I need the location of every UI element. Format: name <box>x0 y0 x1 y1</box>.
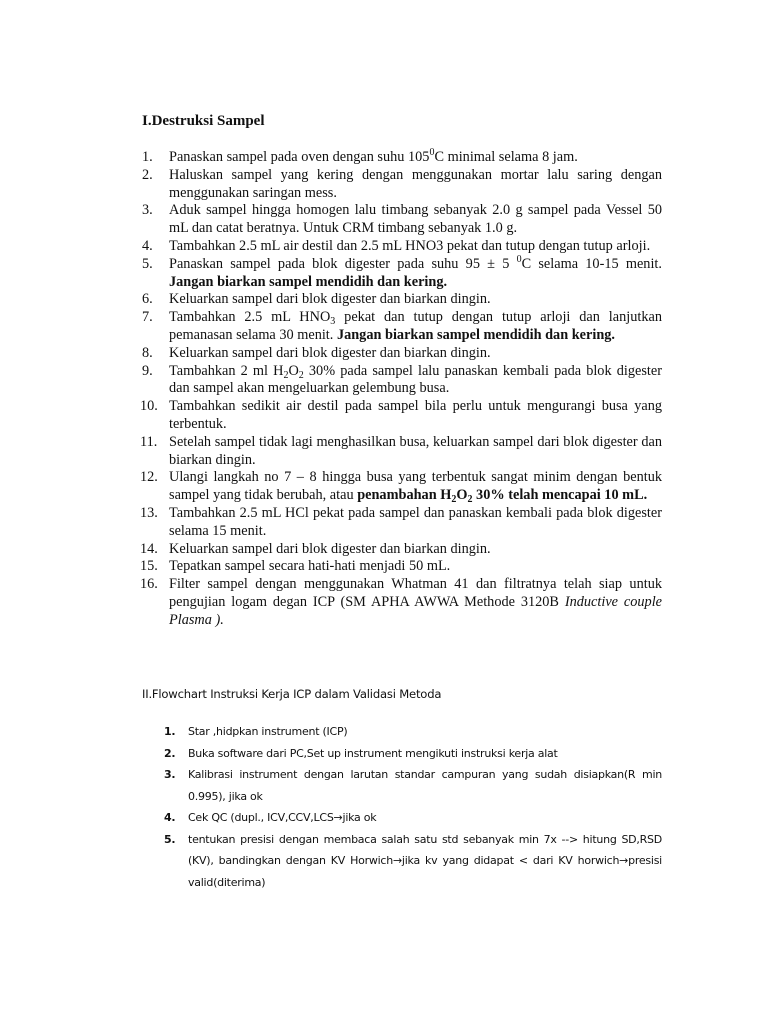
step-number: 2. <box>164 746 176 760</box>
step-number: 3. <box>164 768 176 781</box>
step-number: 5. <box>164 832 176 846</box>
step-number: 4. <box>164 811 176 824</box>
step-text: Inductive couple Plasma ). <box>169 593 663 628</box>
step-number: 11. <box>140 433 158 450</box>
step-text: 2 <box>298 369 304 381</box>
step-text: Tepatkan sampel secara hati-hati menjadi 50 mL. <box>169 558 451 575</box>
step-number: 6. <box>142 291 153 308</box>
step-text: 2 <box>283 369 289 381</box>
step-text: 0 <box>429 147 435 158</box>
flowchart-step <box>164 829 662 894</box>
destruksi-step <box>142 167 662 203</box>
step-number: 9. <box>142 362 153 379</box>
flowchart-step <box>164 743 662 765</box>
step-text: Tambahkan 2.5 mL air destil dan 2.5 mL HNO3 pekat dan tutup dengan tutup arloji. <box>169 237 651 254</box>
step-text: Filter sampel dengan menggunakan Whatman 41 dan filtratnya telah siap untuk pengujian logam degan ICP (SM APHA AWWA Methode 3120B <box>169 576 662 610</box>
step-number: 13. <box>140 504 158 521</box>
step-text: 2 <box>451 494 457 506</box>
step-text: Tambahkan 2.5 mL HNO <box>169 309 331 326</box>
step-text: tentukan presisi dengan membaca salah satu std sebanyak min 7x --> hitung SD,RSD (KV), bandingkan dengan KV Horwich→jika kv yang didapat < dari KV horwich→presisi valid(diterima) <box>188 832 662 889</box>
step-text: Tambahkan 2 ml H <box>169 362 284 379</box>
step-text: 3 <box>330 316 336 328</box>
section-1-title: I.Destruksi Sampel <box>142 113 265 129</box>
step-number: 3. <box>142 202 153 219</box>
step-text: Jangan biarkan sampel mendidih dan kering. <box>169 273 448 290</box>
step-number: 10. <box>140 398 158 415</box>
step-text: Panaskan sampel pada blok digester pada suhu 95 ± 5 <box>169 255 517 272</box>
section-2-title: II.Flowchart Instruksi Kerja ICP dalam Validasi Metoda <box>142 687 442 701</box>
step-text: C selama 10-15 menit. <box>521 255 662 272</box>
destruksi-step <box>142 576 662 629</box>
step-text: Buka software dari PC,Set up instrument mengikuti instruksi kerja alat <box>188 746 558 760</box>
step-text: Panaskan sampel pada oven dengan suhu 105 <box>169 149 430 165</box>
step-text: O <box>456 487 468 504</box>
step-number: 16. <box>140 576 158 593</box>
destruksi-step <box>142 202 662 238</box>
destruksi-step <box>142 398 662 434</box>
step-text: 30% pada sampel lalu panaskan kembali pada blok digester dan sampel akan mengeluarkan gelembung busa. <box>169 362 662 397</box>
destruksi-step <box>142 149 662 167</box>
destruksi-step <box>142 291 662 309</box>
step-text: Keluarkan sampel dari blok digester dan biarkan dingin. <box>169 344 491 361</box>
step-number: 7. <box>142 309 153 326</box>
destruksi-step <box>142 434 662 470</box>
step-number: 2. <box>142 166 153 183</box>
step-text: Haluskan sampel yang kering dengan menggunakan mortar lalu saring dengan menggunakan saringan mess. <box>169 166 662 201</box>
step-text: C minimal selama 8 jam. <box>434 149 578 165</box>
step-text: Tambahkan 2.5 mL HCl pekat pada sampel dan panaskan kembali pada blok digester selama 15 menit. <box>169 504 662 539</box>
step-text: 0 <box>516 253 522 265</box>
step-number: 14. <box>140 540 158 557</box>
destruksi-step <box>142 469 662 505</box>
step-number: 12. <box>140 469 158 486</box>
step-text: Kalibrasi instrument dengan larutan standar campuran yang sudah disiapkan(R min 0.995), jika ok <box>188 768 662 803</box>
destruksi-step <box>142 505 662 541</box>
step-text: Keluarkan sampel dari blok digester dan biarkan dingin. <box>169 540 491 557</box>
destruksi-step <box>142 558 662 576</box>
step-text: Cek QC (dupl., ICV,CCV,LCS→jika ok <box>188 811 377 824</box>
step-text: 30% telah mencapai 10 mL. <box>472 487 648 504</box>
step-text: 2 <box>467 494 473 506</box>
step-number: 1. <box>164 725 176 738</box>
destruksi-step <box>142 541 662 559</box>
step-number: 4. <box>142 237 153 254</box>
destruksi-step <box>142 363 662 399</box>
step-number: 8. <box>142 344 153 361</box>
step-text: Aduk sampel hingga homogen lalu timbang sebanyak 2.0 g sampel pada Vessel 50 mL dan catat beratnya. Untuk CRM timbang sebanyak 1.0 g. <box>169 202 662 237</box>
step-number: 1. <box>142 149 153 165</box>
step-text: Ulangi langkah no 7 – 8 hingga busa yang terbentuk sangat minim dengan bentuk sampel yang tidak berubah, atau <box>169 469 662 504</box>
flowchart-step <box>164 764 662 807</box>
icp-flowchart-steps-list <box>164 721 662 893</box>
step-number: 15. <box>140 558 158 575</box>
step-text: Keluarkan sampel dari blok digester dan biarkan dingin. <box>169 291 491 308</box>
step-text: Setelah sampel tidak lagi menghasilkan busa, keluarkan sampel dari blok digester dan biarkan dingin. <box>169 433 662 468</box>
destruksi-step <box>142 238 662 256</box>
destruksi-step <box>142 345 662 363</box>
step-text: pekat dan tutup dengan tutup arloji dan lanjutkan pemanasan selama 30 menit. <box>169 309 662 343</box>
flowchart-step <box>164 807 662 829</box>
step-text: Tambahkan sedikit air destil pada sampel bila perlu untuk mengurangi busa yang terbentuk. <box>169 398 662 432</box>
step-text: Star ,hidpkan instrument (ICP) <box>188 725 348 738</box>
flowchart-step <box>164 721 662 743</box>
step-number: 5. <box>142 255 153 272</box>
step-text: Jangan biarkan sampel mendidih dan kering. <box>336 326 616 343</box>
step-text: O <box>288 362 299 379</box>
destruksi-step <box>142 309 662 345</box>
destruksi-step <box>142 253 662 292</box>
destruksi-steps-list <box>142 149 662 630</box>
step-text: penambahan H <box>357 487 452 504</box>
